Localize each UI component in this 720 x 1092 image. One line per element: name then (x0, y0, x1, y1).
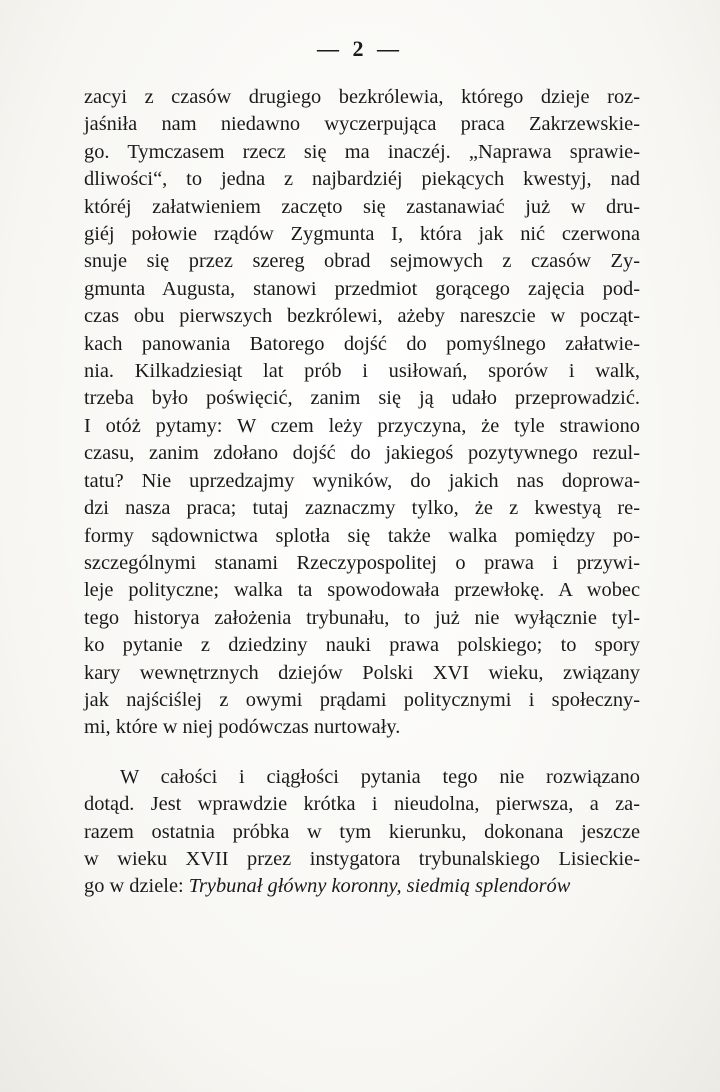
text-line: ko pytanie z dziedziny nauki prawa polskiego; to spory (84, 634, 640, 657)
text-line: jak najściślej z owymi prądami politycznymi i społeczny- (84, 688, 640, 711)
text-line: snuje się przez szereg obrad sejmowych z czasów Zy- (84, 250, 640, 273)
text-line: kary wewnętrznych dziejów Polski XVI wieku, związany (84, 661, 640, 684)
page-number: — 2 — (317, 36, 403, 61)
text-line: dotąd. Jest wprawdzie krótka i nieudolna, pierwsza, a za- (84, 793, 640, 816)
text-line: czasu, zanim zdołano dojść do jakiegoś pozytywnego rezul- (84, 442, 640, 465)
text-line: tatu? Nie uprzedzajmy wyników, do jakich nas doprowa- (84, 469, 640, 492)
text-line: W całości i ciągłości pytania tego nie rozwiązano (120, 765, 640, 788)
text-line: razem ostatnia próbka w tym kierunku, dokonana jeszcze (84, 820, 640, 843)
text-line: leje polityczne; walka ta spowodowała przewłokę. A wobec (84, 579, 640, 602)
text-line: czas obu pierwszych bezkrólewi, ażeby nareszcie w począt- (84, 305, 640, 328)
book-title-italic: Trybunał główny koronny, siedmią splendorów (188, 875, 571, 898)
text-line: I otóż pytamy: W czem leży przyczyna, że tyle strawiono (84, 414, 640, 437)
paragraph-2 (84, 764, 640, 874)
paragraph-1 (84, 84, 640, 742)
text-line: giéj połowie rządów Zygmunta I, która jak nić czerwona (84, 223, 640, 246)
last-line-plain: go w dziele: (84, 875, 189, 898)
text-line: kach panowania Batorego dojść do pomyślnego załatwie- (84, 332, 640, 355)
text-line: jaśniła nam niedawno wyczerpująca praca Zakrzewskie- (84, 113, 640, 136)
text-line: gmunta Augusta, stanowi przedmiot gorącego zajęcia pod- (84, 277, 640, 300)
text-line: któréj załatwieniem zaczęto się zastanawiać już w dru- (84, 195, 640, 218)
text-line: go. Tymczasem rzecz się ma inaczéj. „Naprawa sprawie- (84, 140, 640, 163)
text-line: trzeba było poświęcić, zanim się ją udało przeprowadzić. (84, 387, 640, 410)
text-line: szczególnymi stanami Rzeczypospolitej o prawa i przywi- (84, 551, 640, 574)
text-line: dliwości“, to jedna z najbardziéj piekących kwestyj, nad (84, 168, 640, 191)
text-line: dzi nasza praca; tutaj zaznaczmy tylko, że z kwestyą re- (84, 497, 640, 520)
paragraph-gap (84, 742, 640, 764)
text-line: formy sądownictwa splotła się także walka pomiędzy po- (84, 524, 640, 547)
text-line-last (84, 873, 640, 900)
text-line: tego historya założenia trybunału, to już nie wyłącznie tyl- (84, 606, 640, 629)
text-line: mi, które w niej podówczas nurtowały. (84, 716, 401, 739)
text-line: zacyi z czasów drugiego bezkrólewia, którego dzieje roz- (84, 86, 640, 108)
body-text (84, 84, 640, 901)
text-line: w wieku XVII przez instygatora trybunalskiego Lisieckie- (84, 847, 640, 870)
text-line: nia. Kilkadziesiąt lat prób i usiłowań, sporów i walk, (84, 360, 640, 383)
